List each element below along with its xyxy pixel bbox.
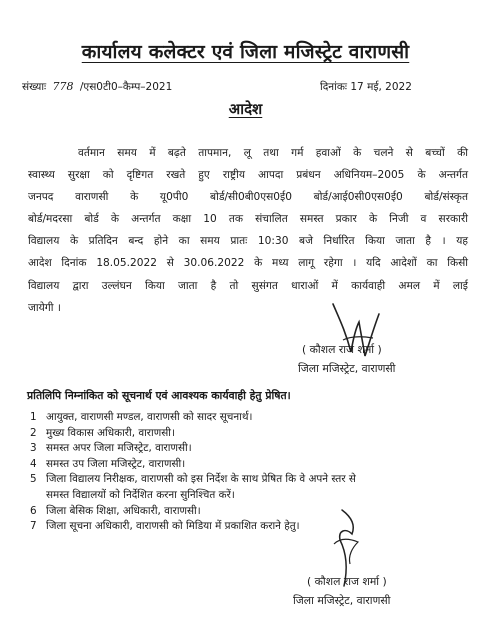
order-heading: आदेश [228, 100, 263, 118]
reference-code: /एस0टी0–कैम्प–2021 [79, 81, 173, 93]
copy-item-number: 5 [30, 473, 37, 486]
copy-item-number: 3 [30, 442, 37, 455]
copy-list [30, 410, 475, 535]
copy-list-item [30, 519, 475, 535]
copy-item-text [46, 472, 475, 503]
signatory-designation: जिला मजिस्ट्रेट, वाराणसी [293, 594, 391, 607]
signatory-name: ( कौशल राज शर्मा ) [302, 343, 382, 356]
order-date: दिनांकः 17 मई, 2022 [320, 81, 412, 93]
copy-list-item [30, 441, 475, 457]
copy-item-number: 4 [30, 457, 37, 470]
signatory-designation: जिला मजिस्ट्रेट, वाराणसी [298, 362, 396, 375]
copy-item-line: समस्त विद्यालयों को निर्देशित करना सुनिश्चित करें। [46, 488, 235, 501]
copy-item-text: जिला सूचना अधिकारी, वाराणसी को मिडिया में प्रकाशित कराने हेतु। [46, 520, 300, 533]
body-line: बोर्ड/मदरसा बोर्ड के अन्तर्गत कक्षा 10 तक संचालित समस्त प्रकार के निजी व सरकारी [28, 213, 468, 226]
copy-item-number: 6 [30, 504, 37, 517]
number-label: संख्याः [22, 81, 47, 93]
copy-item-number: 1 [30, 411, 37, 423]
order-number [22, 80, 172, 94]
copy-item-text: समस्त उप जिला मजिस्ट्रेट, वाराणसी। [46, 457, 186, 470]
signatory-name: ( कौशल राज शर्मा ) [307, 575, 387, 588]
signature-block-2 [293, 572, 390, 610]
copy-item-text: जिला बेसिक शिक्षा, अधिकारी, वाराणसी। [46, 504, 201, 517]
signature-block-1 [298, 340, 395, 378]
handwritten-number: 778 [52, 80, 74, 93]
copy-item-text: समस्त अपर जिला मजिस्ट्रेट, वाराणसी। [46, 442, 192, 455]
body-line: आदेश दिनांक 18.05.2022 से 30.06.2022 के मध्य लागू रहेगा । यदि आदेशों का किसी [28, 257, 468, 270]
copy-item-line: जिला विद्यालय निरीक्षक, वाराणसी को इस निर्देश के साथ प्रेषित कि वे अपने स्तर से [46, 473, 356, 486]
body-line: जनपद वाराणसी के यू0पी0 बोर्ड/सी0बी0एस0ई0 बोर्ड/आई0सी0एस0ई0 बोर्ड/संस्कृत [28, 191, 468, 204]
body-line: वर्तमान समय में बढ़ते तापमान, लू तथा गर्म हवाओं के चलने से बच्चों की [78, 147, 468, 159]
body-line: जायेगी । [28, 301, 61, 314]
copy-list-item [30, 472, 475, 503]
copy-list-item [30, 410, 475, 426]
copy-item-text: मुख्य विकास अधिकारी, वाराणसी। [46, 426, 175, 439]
body-line: स्वास्थ्य सुरक्षा को दृष्टिगत रखते हुए राष्ट्रीय आपदा प्रबंधन अधिनियम–2005 के अन्तर्गत [28, 169, 468, 182]
copy-list-item [30, 426, 475, 442]
copy-heading: प्रतिलिपि निम्नांकित को सूचनार्थ एवं आवश्यक कार्यवाही हेतु प्रेषित। [27, 389, 291, 402]
copy-list-item [30, 457, 475, 473]
body-line: विद्यालय द्वारा उल्लंघन किया जाता है तो सुसंगत धाराओं में कार्यवाही अमल में लाई [28, 279, 468, 292]
copy-list-item [30, 504, 475, 520]
copy-item-text: आयुक्त, वाराणसी मण्डल, वाराणसी को सादर सूचनार्थ। [46, 411, 253, 423]
office-title: कार्यालय कलेक्टर एवं जिला मजिस्ट्रेट वाराणसी [81, 41, 410, 63]
body-line: विद्यालय के प्रतिदिन बन्द होने का समय प्रातः 10:30 बजे निर्धारित किया जाता है । यह [28, 235, 468, 248]
copy-item-number: 7 [30, 520, 37, 533]
copy-item-number: 2 [30, 426, 37, 439]
order-body [28, 142, 468, 319]
